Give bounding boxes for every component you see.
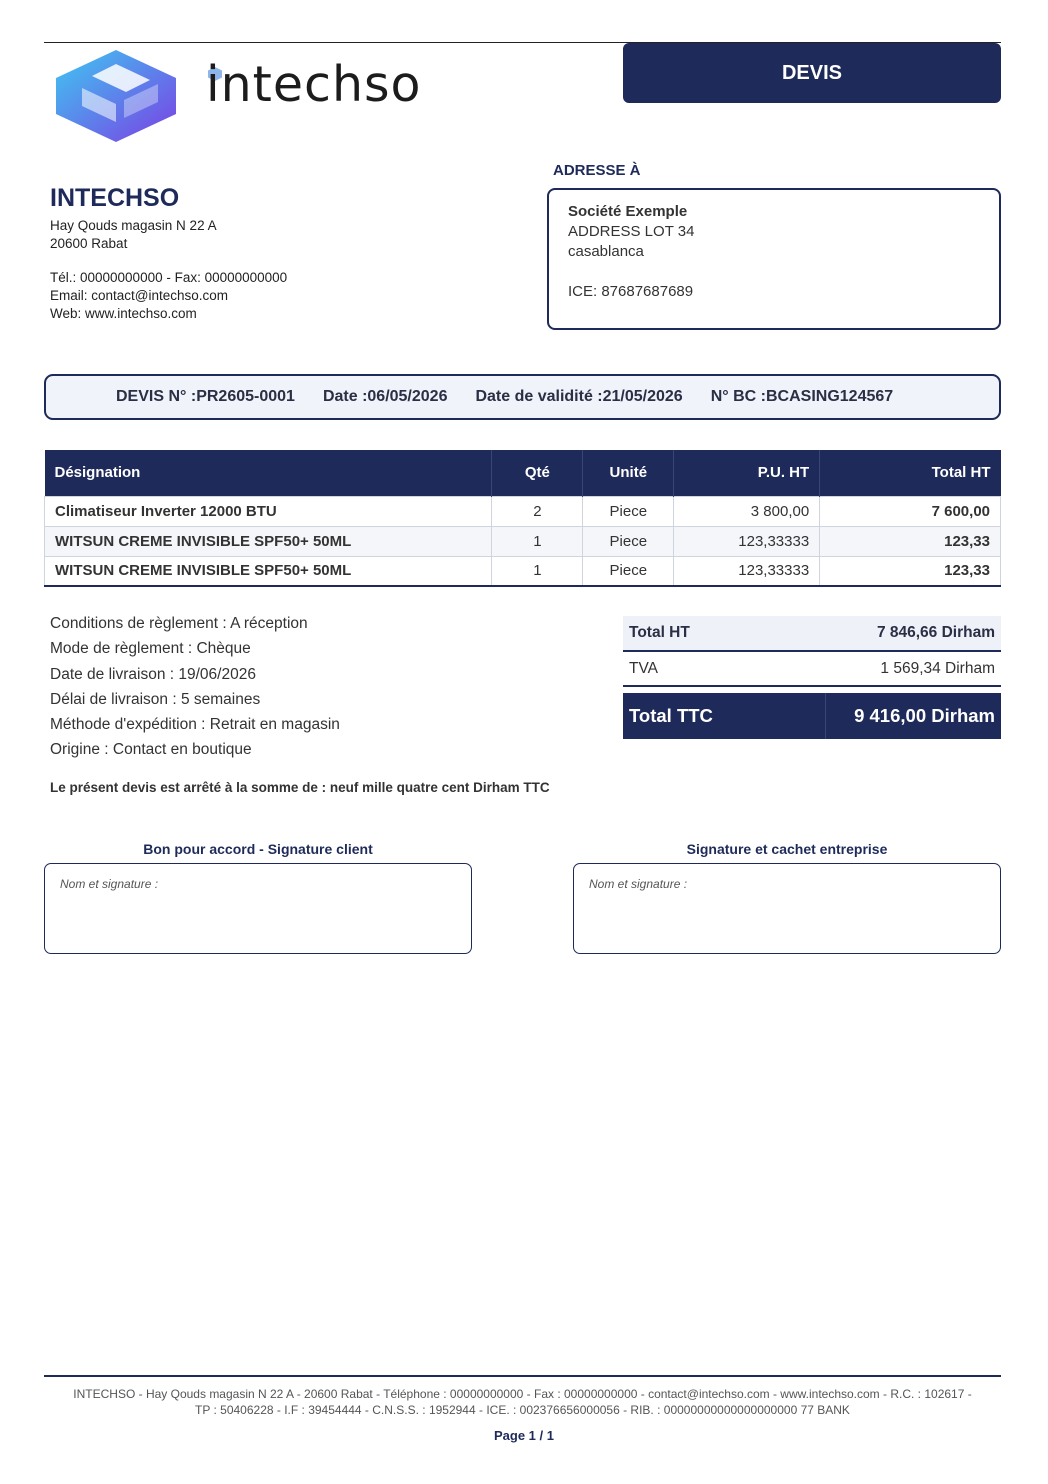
payment-mode: Mode de règlement : Chèque (50, 640, 251, 658)
cell-unit: Piece (583, 556, 674, 586)
payment-terms: Conditions de règlement : A réception (50, 615, 308, 632)
cell-designation: WITSUN CREME INVISIBLE SPF50+ 50ML (45, 526, 492, 556)
page-number: Page 1 / 1 (494, 1428, 554, 1443)
total-ht-row (623, 616, 1001, 652)
company-logo (54, 48, 504, 143)
client-signature-title: Bon pour accord - Signature client (143, 841, 373, 857)
total-ttc-value: 9 416,00 Dirham (825, 693, 1001, 739)
quote-meta-bar (44, 374, 1001, 420)
company-signature-placeholder: Nom et signature : (589, 877, 688, 891)
shipping-method: Méthode d'expédition : Retrait en magasin (50, 716, 340, 734)
document-type-badge: DEVIS (623, 43, 1001, 103)
company-name: INTECHSO (50, 184, 180, 212)
cell-total: 7 600,00 (820, 496, 1001, 526)
cell-unit: Piece (583, 526, 674, 556)
conditions-block (50, 614, 340, 766)
footer-legal (44, 1386, 1001, 1418)
footer-line-2: TP : 50406228 - I.F : 39454444 - C.N.S.S. : 1952944 - ICE. : 002376656000056 - RIB. : 00000000000000000000 77 BANK (195, 1403, 850, 1417)
table-row (45, 526, 1001, 556)
table-row (45, 496, 1001, 526)
cell-designation: WITSUN CREME INVISIBLE SPF50+ 50ML (45, 556, 492, 586)
recipient-label: ADRESSE À (553, 162, 641, 179)
cell-total: 123,33 (820, 526, 1001, 556)
footer-rule (44, 1375, 1001, 1377)
delivery-delay: Délai de livraison : 5 semaines (50, 690, 261, 708)
totals-block (623, 616, 1001, 739)
cell-designation: Climatiseur Inverter 12000 BTU (45, 496, 492, 526)
tva-row (623, 652, 1001, 687)
recipient-box (547, 188, 1001, 330)
header-unit: Unité (583, 450, 674, 496)
header-total: Total HT (931, 464, 991, 482)
company-address-1: Hay Qouds magasin N 22 A (50, 218, 217, 233)
quote-validity: Date de validité :21/05/2026 (475, 388, 683, 405)
logo-wordmark: intechso (206, 56, 422, 113)
total-ttc-row (623, 693, 1001, 739)
delivery-date: Date de livraison : 19/06/2026 (50, 665, 256, 683)
recipient-name: Société Exemple (568, 203, 688, 220)
total-ttc-label: Total TTC (629, 705, 713, 726)
recipient-address-1: ADDRESS LOT 34 (568, 223, 695, 240)
logo-cube-icon (54, 48, 184, 143)
table-row (45, 556, 1001, 586)
header-qty: Qté (492, 450, 583, 496)
cell-qty: 2 (492, 496, 583, 526)
company-block (50, 184, 287, 323)
recipient-address-2: casablanca (568, 243, 644, 260)
amount-in-words: Le présent devis est arrêté à la somme de : neuf mille quatre cent Dirham TTC (50, 780, 550, 795)
tva-value: 1 569,34 Dirham (880, 659, 995, 677)
items-table (44, 450, 1001, 587)
quote-number: DEVIS N° :PR2605-0001 (116, 388, 295, 405)
header-designation: Désignation (45, 450, 492, 496)
cell-qty: 1 (492, 526, 583, 556)
cell-unit: Piece (583, 496, 674, 526)
origin: Origine : Contact en boutique (50, 741, 252, 759)
tva-label: TVA (629, 659, 658, 677)
company-address-2: 20600 Rabat (50, 236, 128, 251)
recipient-ice: ICE: 87687687689 (568, 283, 694, 300)
header-unit-price: P.U. HT (674, 450, 820, 496)
cell-qty: 1 (492, 556, 583, 586)
company-signature-box (573, 863, 1001, 954)
company-signature-title: Signature et cachet entreprise (686, 841, 888, 857)
cell-unit-price: 123,33333 (674, 556, 820, 586)
cell-unit-price: 3 800,00 (674, 496, 820, 526)
company-phone-fax: Tél.: 00000000000 - Fax: 00000000000 (50, 270, 288, 285)
footer-line-1: INTECHSO - Hay Qouds magasin N 22 A - 20600 Rabat - Téléphone : 00000000000 - Fax : 00000000000 - contact@intechso.com - www.intechso.com - R.C. : 102617 - (73, 1387, 972, 1401)
quote-bc-number: N° BC :BCASING124567 (710, 388, 894, 405)
table-header-row (45, 450, 1001, 496)
total-ht-value: 7 846,66 Dirham (876, 624, 995, 641)
total-ht-label: Total HT (629, 624, 690, 641)
client-signature-placeholder: Nom et signature : (60, 877, 159, 891)
quote-date: Date :06/05/2026 (322, 388, 448, 405)
cell-unit-price: 123,33333 (674, 526, 820, 556)
cell-total: 123,33 (820, 556, 1001, 586)
company-email: Email: contact@intechso.com (50, 288, 229, 303)
client-signature-box (44, 863, 472, 954)
company-web: Web: www.intechso.com (50, 306, 197, 321)
